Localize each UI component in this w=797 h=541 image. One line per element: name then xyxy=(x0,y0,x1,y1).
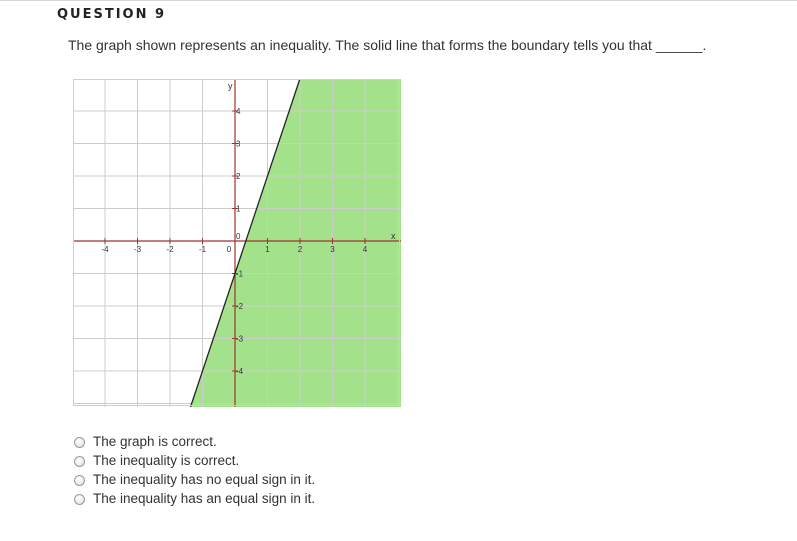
option-label: The inequality has no equal sign in it. xyxy=(93,472,316,487)
x-tick-label: 4 xyxy=(362,245,368,254)
y-tick-label: 1 xyxy=(236,204,241,214)
option-label: The graph is correct. xyxy=(93,434,217,449)
option-label: The inequality is correct. xyxy=(93,453,240,468)
origin-label: 0 xyxy=(226,245,232,254)
radio-button[interactable] xyxy=(74,494,85,505)
x-tick-label: 2 xyxy=(297,245,303,254)
y-tick-label: -4 xyxy=(236,367,244,376)
x-axis-label: x xyxy=(391,231,396,241)
y-tick-label: -1 xyxy=(236,269,244,279)
origin-label: 0 xyxy=(236,232,241,241)
x-tick-label: -4 xyxy=(101,245,109,254)
radio-button[interactable] xyxy=(74,475,85,486)
y-axis-label: y xyxy=(228,81,233,91)
radio-button[interactable] xyxy=(74,437,85,448)
radio-button[interactable] xyxy=(74,456,85,467)
option-label: The inequality has an equal sign in it. xyxy=(93,491,316,506)
y-tick-label: 3 xyxy=(236,139,241,149)
question-title: QUESTION 9 xyxy=(57,7,167,22)
x-tick-label: -2 xyxy=(166,245,174,254)
answer-options xyxy=(74,432,315,508)
x-tick-label: 1 xyxy=(265,245,270,254)
answer-option[interactable] xyxy=(74,489,315,508)
x-tick-label: -1 xyxy=(198,245,207,254)
answer-option[interactable] xyxy=(74,432,315,451)
x-tick-label: 3 xyxy=(330,245,335,254)
y-tick-label: 2 xyxy=(236,172,241,181)
y-tick-label: -2 xyxy=(236,302,244,311)
answer-option[interactable] xyxy=(74,451,315,470)
graph-canvas xyxy=(73,79,401,407)
x-tick-label: -3 xyxy=(133,245,142,254)
y-tick-label: -3 xyxy=(236,334,244,344)
top-divider xyxy=(0,0,797,1)
shaded-region xyxy=(191,79,402,407)
question-prompt: The graph shown represents an inequality. The solid line that forms the boundary tells you that ______. xyxy=(68,37,707,53)
y-tick-label: 4 xyxy=(236,107,241,116)
inequality-graph xyxy=(73,79,401,407)
answer-option[interactable] xyxy=(74,470,315,489)
